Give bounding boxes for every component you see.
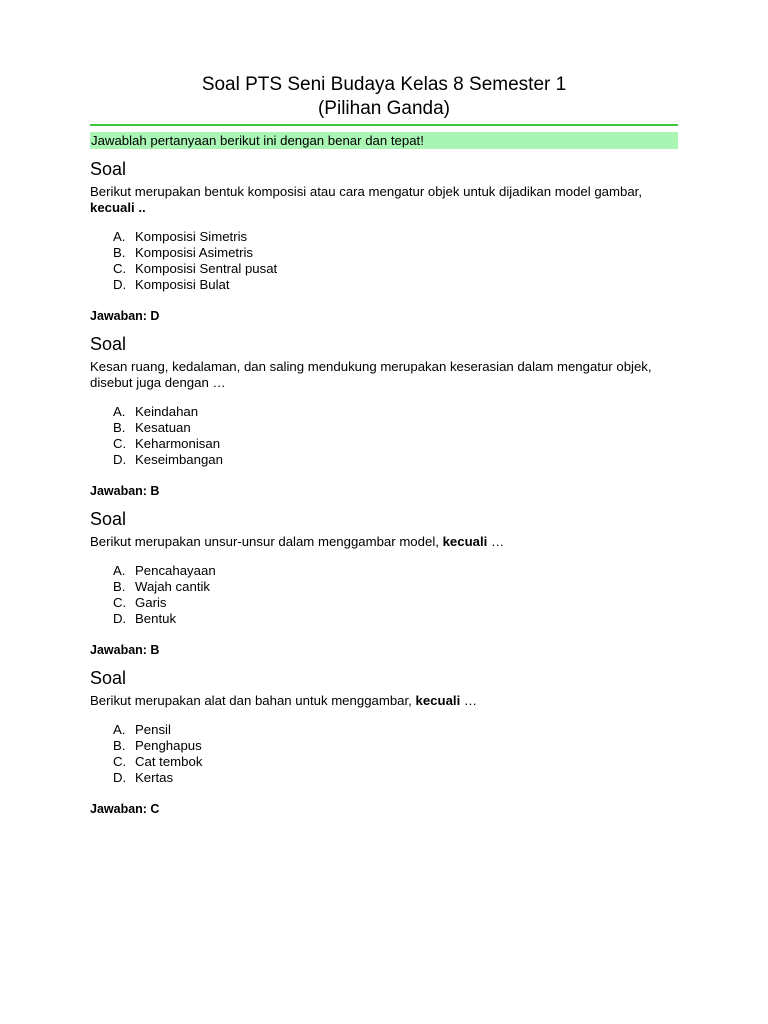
question-text-main: Berikut merupakan bentuk komposisi atau cara mengatur objek untuk dijadikan model gambar, <box>90 184 642 199</box>
option-letter: A. <box>113 229 126 244</box>
option-item <box>113 611 678 627</box>
question-text-main: Kesan ruang, kedalaman, dan saling mendukung merupakan keserasian dalam mengatur objek, disebut juga dengan … <box>90 359 652 390</box>
option-letter: D. <box>113 770 127 785</box>
option-letter: D. <box>113 277 127 292</box>
question-heading: Soal <box>90 334 127 354</box>
option-text: Kertas <box>135 770 174 785</box>
question-block <box>90 333 678 499</box>
option-letter: C. <box>113 436 127 451</box>
option-item <box>113 595 678 611</box>
option-list <box>90 563 678 627</box>
question-block <box>90 508 678 658</box>
title-line-1: Soal PTS Seni Budaya Kelas 8 Semester 1 <box>201 74 567 95</box>
question-heading: Soal <box>90 668 127 688</box>
question-text-tail: … <box>487 534 505 549</box>
answer-key: Jawaban: B <box>90 484 160 498</box>
option-item <box>113 738 678 754</box>
option-item <box>113 722 678 738</box>
question-text-main: Berikut merupakan unsur-unsur dalam menggambar model, <box>90 534 443 549</box>
document-title <box>90 73 678 121</box>
option-text: Cat tembok <box>135 754 203 769</box>
option-text: Wajah cantik <box>135 579 211 594</box>
option-text: Pencahayaan <box>135 563 216 578</box>
question-heading: Soal <box>90 159 127 179</box>
question-list <box>90 158 678 817</box>
question-text-emphasis: kecuali <box>442 534 488 549</box>
option-item <box>113 420 678 436</box>
option-item <box>113 277 678 293</box>
option-letter: B. <box>113 579 126 594</box>
option-text: Keharmonisan <box>135 436 221 451</box>
option-text: Komposisi Asimetris <box>135 245 253 260</box>
question-text-tail: … <box>460 693 478 708</box>
option-list <box>90 229 678 293</box>
option-letter: C. <box>113 754 127 769</box>
question-text <box>90 359 660 391</box>
question-text-emphasis: kecuali .. <box>90 200 146 215</box>
option-text: Keindahan <box>135 404 199 419</box>
question-text <box>90 184 660 216</box>
option-text: Keseimbangan <box>135 452 223 467</box>
answer-key: Jawaban: B <box>90 643 160 657</box>
option-text: Komposisi Simetris <box>135 229 248 244</box>
option-text: Bentuk <box>135 611 177 626</box>
answer-key: Jawaban: D <box>90 309 160 323</box>
option-text: Kesatuan <box>135 420 191 435</box>
option-text: Komposisi Sentral pusat <box>135 261 278 276</box>
question-text-emphasis: kecuali <box>415 693 461 708</box>
option-letter: A. <box>113 404 126 419</box>
question-heading: Soal <box>90 509 127 529</box>
question-block <box>90 158 678 324</box>
option-text: Komposisi Bulat <box>135 277 230 292</box>
answer-key: Jawaban: C <box>90 802 160 816</box>
question-text <box>90 534 660 550</box>
option-item <box>113 436 678 452</box>
option-letter: C. <box>113 595 127 610</box>
title-line-2: (Pilihan Ganda) <box>317 98 451 119</box>
option-item <box>113 404 678 420</box>
option-item <box>113 452 678 468</box>
option-letter: B. <box>113 420 126 435</box>
option-letter: D. <box>113 452 127 467</box>
option-letter: A. <box>113 722 126 737</box>
option-letter: B. <box>113 738 126 753</box>
option-letter: C. <box>113 261 127 276</box>
title-divider <box>90 124 678 126</box>
instruction-banner: Jawablah pertanyaan berikut ini dengan benar dan tepat! <box>90 132 678 149</box>
option-list <box>90 722 678 786</box>
option-letter: D. <box>113 611 127 626</box>
option-letter: B. <box>113 245 126 260</box>
option-item <box>113 579 678 595</box>
option-item <box>113 229 678 245</box>
question-text <box>90 693 660 709</box>
option-item <box>113 261 678 277</box>
option-item <box>113 245 678 261</box>
option-item <box>113 754 678 770</box>
question-block <box>90 667 678 817</box>
option-letter: A. <box>113 563 126 578</box>
option-item <box>113 563 678 579</box>
option-text: Garis <box>135 595 167 610</box>
option-text: Penghapus <box>135 738 202 753</box>
question-text-main: Berikut merupakan alat dan bahan untuk menggambar, <box>90 693 416 708</box>
option-list <box>90 404 678 468</box>
option-text: Pensil <box>135 722 171 737</box>
option-item <box>113 770 678 786</box>
